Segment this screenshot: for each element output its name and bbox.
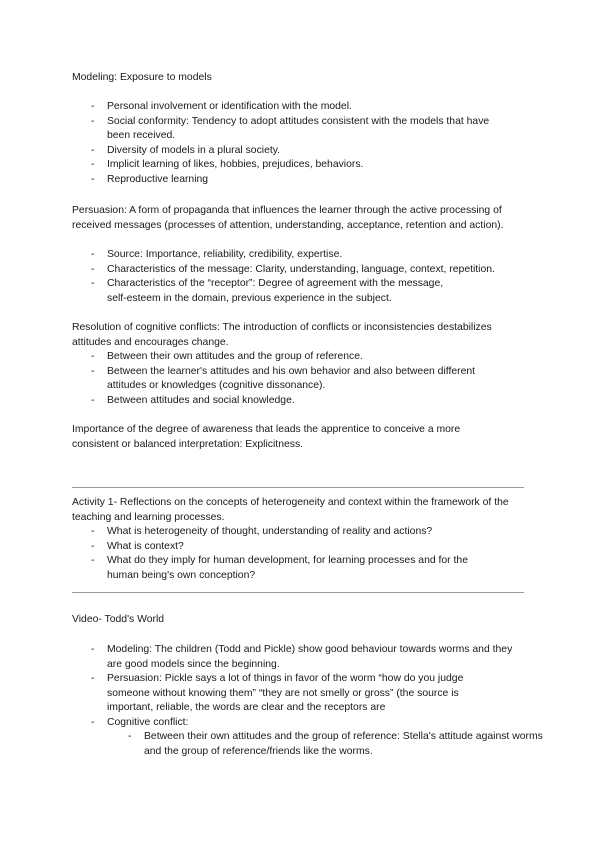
divider-bottom: [72, 592, 524, 593]
list-item: - Between their own attitudes and the group of reference: Stella's attitude against worms and the group of reference/friends like the worms.: [72, 730, 544, 759]
modeling-list: [72, 100, 532, 188]
activity-list: [72, 525, 532, 583]
list-item: - Reproductive learning: [72, 173, 532, 188]
list-item: - Characteristics of the “receptor”: Degree of agreement with the message, self-esteem in the domain, previous experience in the subject.: [72, 277, 447, 306]
list-item: - Personal involvement or identification with the model.: [72, 100, 532, 115]
video-heading: Video- Todd's World: [72, 614, 165, 625]
list-item: - Implicit learning of likes, hobbies, prejudices, behaviors.: [72, 158, 532, 173]
list-item: - Characteristics of the message: Clarity, understanding, language, context, repetition.: [72, 263, 532, 278]
cognitive-list: [72, 350, 532, 408]
cognitive-paragraph: Resolution of cognitive conflicts: The introduction of conflicts or inconsistencies destabilizes attitudes and encourages change.: [72, 322, 492, 348]
list-item: - Between the learner's attitudes and his own behavior and also between different attitudes or knowledges (cognitive dissonance).: [72, 365, 505, 394]
list-item: - Social conformity: Tendency to adopt attitudes consistent with the models that have been received.: [72, 115, 497, 144]
modeling-heading: Modeling: Exposure to models: [72, 72, 212, 83]
video-sublist: [72, 730, 543, 759]
list-item: - Persuasion: Pickle says a lot of things in favor of the worm “how do you judge someone without knowing them” “they are not smelly or gross” (the source is important, reliable, the words are clear and the receptors are: [72, 672, 497, 716]
list-item: - Between their own attitudes and the group of reference.: [72, 350, 532, 365]
persuasion-list: [72, 248, 532, 306]
list-item: - Modeling: The children (Todd and Pickle) show good behaviour towards worms and they are good models since the beginning.: [72, 643, 517, 672]
awareness-paragraph: Importance of the degree of awareness that leads the apprentice to conceive a more consistent or balanced interpretation: Explicitness.: [72, 424, 461, 450]
video-list: [72, 643, 532, 731]
list-item: - What is context?: [72, 540, 532, 555]
list-item: - What is heterogeneity of thought, understanding of reality and actions?: [72, 525, 532, 540]
list-item: - Diversity of models in a plural society.: [72, 144, 532, 159]
list-item: - Between attitudes and social knowledge.: [72, 394, 532, 409]
divider-top: [72, 487, 524, 488]
list-item: - What do they imply for human development, for learning processes and for the human being's own conception?: [72, 554, 497, 583]
persuasion-paragraph: Persuasion: A form of propaganda that influences the learner through the active processing of received messages (processes of attention, understanding, acceptance, retention and action).: [72, 205, 504, 231]
activity-heading: Activity 1- Reflections on the concepts of heterogeneity and context within the framework of the teaching and learning processes.: [72, 497, 509, 523]
list-item: - Cognitive conflict:: [72, 716, 532, 731]
list-item: - Source: Importance, reliability, credibility, expertise.: [72, 248, 532, 263]
